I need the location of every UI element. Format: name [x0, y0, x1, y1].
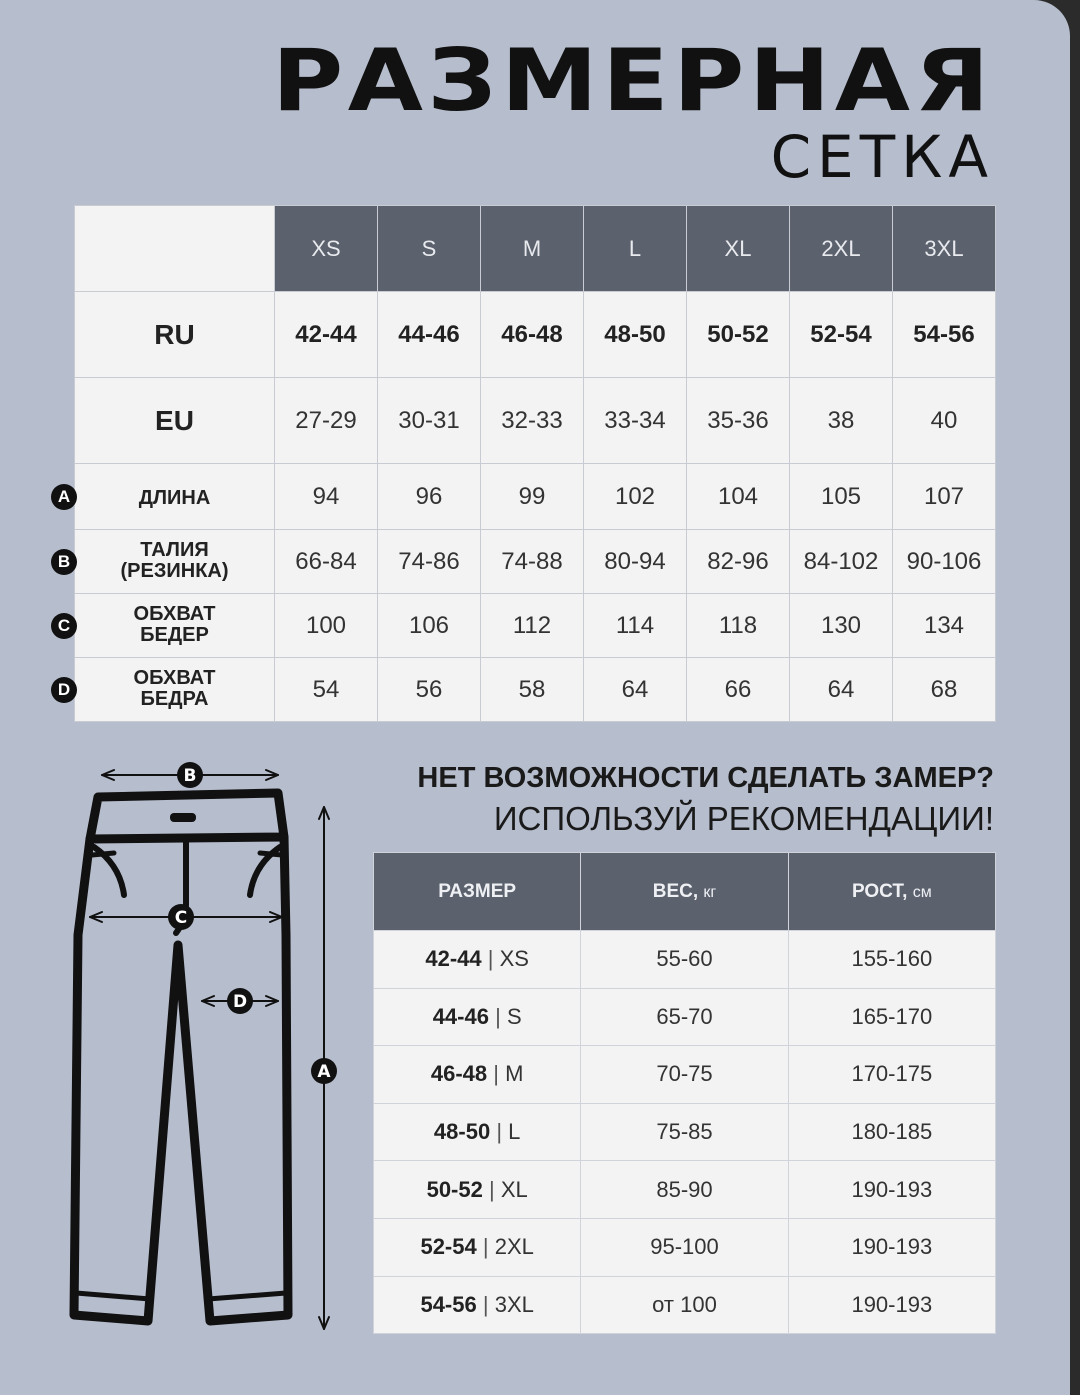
size-value-cell: 44-46	[378, 292, 481, 378]
size-table	[57, 205, 996, 722]
rec-letter-size: XS	[499, 946, 529, 972]
size-row-label-cell	[57, 530, 275, 594]
rec-header-unit: см	[912, 883, 932, 901]
rec-ru-size: 52-54	[420, 1234, 477, 1260]
rec-header-cell	[581, 853, 788, 931]
rec-weight-cell: от 100	[581, 1276, 788, 1334]
rec-size-cell	[374, 1218, 581, 1276]
rec-height-cell: 190-193	[788, 1218, 995, 1276]
size-header-cell: S	[378, 206, 481, 292]
size-row	[75, 658, 996, 722]
size-row-label: RU	[154, 318, 195, 350]
rec-letter-size: 2XL	[494, 1234, 534, 1260]
size-value-cell: 84-102	[790, 530, 893, 594]
rec-separator: |	[495, 1003, 501, 1029]
size-value-cell: 38	[790, 378, 893, 464]
size-value-cell: 107	[893, 464, 996, 530]
size-row-label: ДЛИНА	[138, 486, 211, 509]
size-header-cell: L	[584, 206, 687, 292]
size-value-cell: 54-56	[893, 292, 996, 378]
size-value-cell: 82-96	[687, 530, 790, 594]
rec-weight-cell: 65-70	[581, 988, 788, 1046]
rec-header-cell	[788, 853, 995, 931]
size-value-cell: 100	[275, 594, 378, 658]
rec-weight-cell: 55-60	[581, 931, 788, 989]
size-value-cell: 46-48	[481, 292, 584, 378]
size-row	[75, 464, 996, 530]
size-value-cell: 94	[275, 464, 378, 530]
diagram-label-d: D	[232, 992, 248, 1012]
rec-row	[374, 1276, 996, 1334]
size-value-cell: 102	[584, 464, 687, 530]
size-row-label-cell	[75, 292, 275, 378]
diagram-label-c: C	[174, 908, 188, 928]
size-row-marker: B	[51, 549, 77, 575]
rec-row	[374, 1161, 996, 1219]
size-value-cell: 64	[584, 658, 687, 722]
size-value-cell: 40	[893, 378, 996, 464]
size-value-cell: 74-88	[481, 530, 584, 594]
rec-height-cell: 155-160	[788, 931, 995, 989]
size-row	[75, 378, 996, 464]
rec-header-label: РОСТ,	[851, 880, 908, 902]
size-value-cell: 104	[687, 464, 790, 530]
size-header-cell: XS	[275, 206, 378, 292]
recommendation-subheading: ИСПОЛЬЗУЙ РЕКОМЕНДАЦИИ!	[493, 800, 994, 837]
rec-weight-cell: 95-100	[581, 1218, 788, 1276]
size-value-cell: 30-31	[378, 378, 481, 464]
size-value-cell: 114	[584, 594, 687, 658]
size-value-cell: 56	[378, 658, 481, 722]
size-header-cell: XL	[687, 206, 790, 292]
rec-header-label: ВЕС,	[652, 880, 699, 902]
rec-ru-size: 46-48	[430, 1061, 488, 1087]
size-row-label-cell	[57, 594, 275, 658]
diagram-label-b: B	[183, 766, 197, 786]
size-value-cell: 50-52	[687, 292, 790, 378]
rec-size-cell	[374, 1161, 581, 1219]
rec-size-cell	[374, 988, 581, 1046]
rec-ru-size: 50-52	[426, 1176, 483, 1202]
pants-diagram	[60, 755, 360, 1335]
page-subtitle: СЕТКА	[770, 123, 994, 191]
rec-header-label: РАЗМЕР	[438, 880, 517, 902]
size-value-cell: 66-84	[275, 530, 378, 594]
rec-ru-size: 54-56	[420, 1291, 477, 1317]
size-header-cell: 2XL	[790, 206, 893, 292]
size-value-cell: 48-50	[584, 292, 687, 378]
size-value-cell: 52-54	[790, 292, 893, 378]
rec-letter-size: L	[508, 1119, 521, 1145]
size-row-marker: D	[51, 677, 77, 703]
size-value-cell: 64	[790, 658, 893, 722]
rec-separator: |	[493, 1061, 499, 1087]
size-row	[75, 530, 996, 594]
rec-row	[374, 931, 996, 989]
rec-letter-size: M	[505, 1061, 524, 1087]
size-row-label-cell	[75, 378, 275, 464]
size-value-cell: 66	[687, 658, 790, 722]
size-value-cell: 80-94	[584, 530, 687, 594]
size-value-cell: 58	[481, 658, 584, 722]
rec-letter-size: S	[506, 1003, 522, 1029]
rec-separator: |	[482, 1234, 489, 1260]
rec-header-cell	[374, 853, 581, 931]
rec-row	[374, 1103, 996, 1161]
size-row-label: ОБХВАТ БЕДРА	[133, 666, 216, 710]
recommendation-heading: НЕТ ВОЗМОЖНОСТИ СДЕЛАТЬ ЗАМЕР?	[417, 762, 994, 794]
rec-ru-size: 48-50	[433, 1119, 491, 1145]
size-value-cell: 42-44	[275, 292, 378, 378]
rec-weight-cell: 75-85	[581, 1103, 788, 1161]
size-value-cell: 54	[275, 658, 378, 722]
size-value-cell: 106	[378, 594, 481, 658]
size-header-cell: 3XL	[893, 206, 996, 292]
rec-row	[374, 1046, 996, 1104]
size-row-label-cell	[57, 658, 275, 722]
rec-size-cell	[374, 1103, 581, 1161]
size-value-cell: 32-33	[481, 378, 584, 464]
size-value-cell: 112	[481, 594, 584, 658]
rec-height-cell: 165-170	[788, 988, 995, 1046]
size-row-label-cell	[57, 464, 275, 530]
size-value-cell: 130	[790, 594, 893, 658]
size-value-cell: 134	[893, 594, 996, 658]
rec-size-cell	[374, 931, 581, 989]
rec-weight-cell: 85-90	[581, 1161, 788, 1219]
rec-size-cell	[374, 1046, 581, 1104]
rec-size-cell	[374, 1276, 581, 1334]
rec-header-unit: кг	[703, 883, 717, 901]
rec-row	[374, 1218, 996, 1276]
size-row-marker: A	[51, 484, 77, 510]
rec-separator: |	[487, 946, 494, 972]
diagram-label-a: A	[317, 1062, 331, 1082]
size-value-cell: 96	[378, 464, 481, 530]
size-value-cell: 105	[790, 464, 893, 530]
size-row	[75, 594, 996, 658]
size-value-cell: 99	[481, 464, 584, 530]
rec-header-row	[374, 853, 996, 931]
rec-separator: |	[496, 1119, 503, 1145]
size-value-cell: 74-86	[378, 530, 481, 594]
rec-letter-size: XL	[500, 1176, 528, 1202]
rec-ru-size: 44-46	[432, 1003, 489, 1029]
size-header-blank	[75, 206, 275, 292]
rec-letter-size: 3XL	[494, 1291, 534, 1317]
size-row-label: ОБХВАТ БЕДЕР	[133, 602, 216, 646]
rec-weight-cell: 70-75	[581, 1046, 788, 1104]
rec-height-cell: 190-193	[788, 1161, 995, 1219]
rec-separator: |	[482, 1291, 489, 1317]
size-row-label: EU	[155, 404, 194, 436]
size-value-cell: 27-29	[275, 378, 378, 464]
rec-height-cell: 190-193	[788, 1276, 995, 1334]
size-value-cell: 33-34	[584, 378, 687, 464]
size-row-label: ТАЛИЯ (РЕЗИНКА)	[120, 538, 229, 582]
size-value-cell: 35-36	[687, 378, 790, 464]
size-row	[75, 292, 996, 378]
rec-ru-size: 42-44	[425, 946, 482, 972]
recommendation-table	[373, 852, 996, 1334]
rec-height-cell: 170-175	[788, 1046, 995, 1104]
page-title: РАЗМЕРНАЯ	[272, 31, 994, 131]
size-header-cell: M	[481, 206, 584, 292]
rec-row	[374, 988, 996, 1046]
size-row-marker: C	[51, 613, 77, 639]
rec-height-cell: 180-185	[788, 1103, 995, 1161]
size-header-row	[75, 206, 996, 292]
size-value-cell: 68	[893, 658, 996, 722]
rec-separator: |	[488, 1176, 495, 1202]
size-value-cell: 90-106	[893, 530, 996, 594]
size-value-cell: 118	[687, 594, 790, 658]
